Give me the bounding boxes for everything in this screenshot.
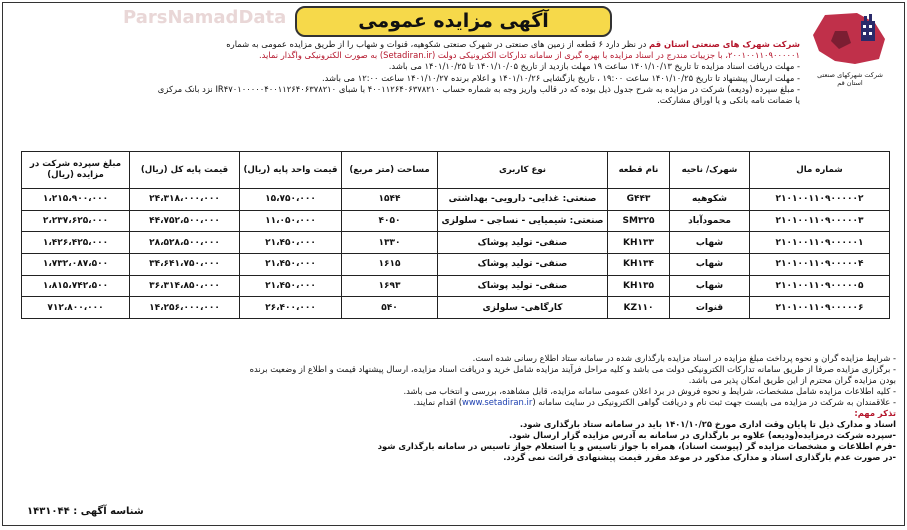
cell-asset-number: ۲۱۰۱۰۰۱۱۰۹۰۰۰۰۰۵	[750, 275, 890, 297]
cell-town: محمودآباد	[670, 210, 750, 232]
cell-asset-number: ۲۱۰۱۰۰۱۱۰۹۰۰۰۰۰۱	[750, 232, 890, 254]
logo-caption-1: شرکت شهرکهای صنعتی	[817, 71, 883, 79]
auction-table	[21, 151, 890, 319]
cell-asset-number: ۲۱۰۱۰۰۱۱۰۹۰۰۰۰۰۳	[750, 210, 890, 232]
cell-town: قنوات	[670, 297, 750, 319]
cell-area: ۵۴۰	[342, 297, 438, 319]
col-header-plot-name: نام قطعه	[608, 152, 670, 189]
cell-total-price: ۲۴،۳۱۸،۰۰۰،۰۰۰	[130, 189, 240, 211]
condition-line-1: - شرایط مزایده گران و نحوه پرداخت مبلغ مزایده در اسناد مزایده بارگذاری شده در سامانه ستاد اطلاع رسانی شده است.	[472, 353, 896, 363]
cell-deposit: ۲،۲۳۷،۶۲۵،۰۰۰	[22, 210, 130, 232]
cell-area: ۱۵۴۴	[342, 189, 438, 211]
table-row	[22, 297, 890, 319]
cell-usage: کارگاهی- سلولزی	[438, 297, 608, 319]
condition-line-3: بودن مزایده گران محترم از این طریق امکان پذیر می باشد.	[688, 375, 896, 385]
cell-unit-price: ۲۱،۴۵۰،۰۰۰	[240, 254, 342, 276]
intro-line-2: ۲۰۰۱۰۰۱۱۰۹۰۰۰۰۰۱، با جزییات مندرج در اسناد مزایده با بهره گیری از سامانه تدارکات الکترونیکی دولت (Setadiran.ir) به صورت الکترونیکی واگذار نماید.	[258, 50, 800, 61]
cell-usage: صنفی- تولید پوشاک	[438, 254, 608, 276]
cell-plot: KH۱۳۵	[608, 275, 670, 297]
cell-area: ۴۰۵۰	[342, 210, 438, 232]
cell-total-price: ۳۴،۶۴۱،۷۵۰،۰۰۰	[130, 254, 240, 276]
note-line-3: -فرم اطلاعات و مشخصات مزایده گر (پیوست اسناد)، همراه با جواز تاسیس و یا استعلام جواز تاسیس در سامانه بارگذاری شود	[377, 441, 896, 451]
cell-town: شهاب	[670, 275, 750, 297]
cell-plot: SM۳۲۵	[608, 210, 670, 232]
notice-id	[27, 506, 144, 517]
cell-unit-price: ۲۶،۴۰۰،۰۰۰	[240, 297, 342, 319]
cell-deposit: ۱،۴۲۶،۴۲۵،۰۰۰	[22, 232, 130, 254]
cell-asset-number: ۲۱۰۱۰۰۱۱۰۹۰۰۰۰۰۴	[750, 254, 890, 276]
cell-area: ۱۳۳۰	[342, 232, 438, 254]
intro-line-4: - مهلت ارسال پیشنهاد تا تاریخ ۱۴۰۱/۱۰/۲۵ ساعت ۱۹:۰۰ ، تاریخ بازگشایی ۱۴۰۱/۱۰/۲۶ و اعلام برنده ۱۴۰۱/۱۰/۲۷ ساعت ۱۲:۰۰ می باشد.	[321, 72, 800, 83]
col-header-deposit: مبلغ سپرده شرکت در مزایده (ریال)	[22, 152, 130, 189]
table-row	[22, 275, 890, 297]
auction-notice	[2, 2, 905, 526]
cell-deposit: ۱،۷۳۲،۰۸۷،۵۰۰	[22, 254, 130, 276]
intro-line-1: شرکت شهرک های صنعتی استان قم در نظر دارد ۶ قطعه از زمین های صنعتی در شهرک صنعتی شکوهیه، قنوات و شهاب را از طریق مزایده عمومی به شماره	[226, 39, 800, 49]
cell-town: شکوهیه	[670, 189, 750, 211]
iran-map-logo-icon	[805, 9, 895, 67]
cell-usage: صنعتی: شیمیایی - نساجی - سلولزی	[438, 210, 608, 232]
note-line-2: -سپرده شرکت درمزایده(ودیعه) علاوه بر بارگذاری در سامانه به آدرس مزایده گزار ارسال شود.	[509, 430, 896, 440]
cell-deposit: ۱،۸۱۵،۷۴۲،۵۰۰	[22, 275, 130, 297]
cell-unit-price: ۱۵،۷۵۰،۰۰۰	[240, 189, 342, 211]
cell-usage: صنفی- تولید پوشاک	[438, 275, 608, 297]
cell-usage: صنعتی: غذایی- دارویی- بهداشتی	[438, 189, 608, 211]
company-name: شرکت شهرک های صنعتی استان قم	[649, 39, 800, 49]
cell-area: ۱۶۹۳	[342, 275, 438, 297]
intro-line-3: - مهلت دریافت اسناد مزایده تا تاریخ ۱۴۰۱/۱۰/۱۳ ساعت ۱۹ مهلت بازدید از تاریخ ۱۴۰۱/۱۰/۰۵ تا ۱۴۰۱/۱۰/۲۵ می باشد.	[388, 61, 800, 72]
table-header-row	[22, 152, 890, 189]
table-row	[22, 232, 890, 254]
cell-plot: KZ۱۱۰	[608, 297, 670, 319]
cell-total-price: ۱۴،۲۵۶،۰۰۰،۰۰۰	[130, 297, 240, 319]
cell-deposit: ۷۱۲،۸۰۰،۰۰۰	[22, 297, 130, 319]
cell-unit-price: ۱۱،۰۵۰،۰۰۰	[240, 210, 342, 232]
condition-line-2: - برگزاری مزایده صرفا از طریق سامانه تدارکات الکترونیکی دولت می باشد و کلیه مراحل فرآیند مزایده شامل خرید و دریافت اسناد مزایده، ارسال پیشنهاد قیمت و اطلاع از وضعیت برنده	[249, 364, 896, 374]
page-title: آگهی مزایده عمومی	[295, 6, 612, 37]
cell-asset-number: ۲۱۰۱۰۰۱۱۰۹۰۰۰۰۰۶	[750, 297, 890, 319]
notice-id-label: شناسه آگهی :	[73, 506, 144, 517]
company-logo	[802, 9, 898, 87]
intro-line-6: یا ضمانت نامه بانکی و یا اوراق مشارکت.	[657, 95, 800, 106]
col-header-usage: نوع کاربری	[438, 152, 608, 189]
col-header-unit-price: قیمت واحد پایه (ریال)	[240, 152, 342, 189]
cell-plot: G۴۴۳	[608, 189, 670, 211]
cell-town: شهاب	[670, 254, 750, 276]
setadiran-link[interactable]: www.setadiran.ir	[461, 397, 533, 407]
cell-total-price: ۴۴،۷۵۲،۵۰۰،۰۰۰	[130, 210, 240, 232]
note-line-1: اسناد و مدارک ذیل تا پایان وقت اداری مورخ ۱۴۰۱/۱۰/۲۵ باید در سامانه ستاد بارگذاری شود.	[519, 419, 896, 429]
cell-plot: KH۱۳۳	[608, 232, 670, 254]
col-header-town: شهرک/ ناحیه	[670, 152, 750, 189]
cell-deposit: ۱،۲۱۵،۹۰۰،۰۰۰	[22, 189, 130, 211]
condition-line-4: - کلیه اطلاعات مزایده شامل مشخصات، شرایط و نحوه فروش در برد اعلان عمومی سامانه مزایده، قابل مشاهده، بررسی و انتخاب می باشد.	[403, 386, 896, 396]
intro-line-5: - مبلغ سپرده (ودیعه) شرکت در مزایده به شرح جدول ذیل بوده که در قالب واریز وجه به شماره حساب ۴۰۰۱۱۲۶۴۰۶۳۷۸۲۱۰ با شبای IR۴۷۰۱۰۰۰۰۰۴۰۰۱۱۲۶۴۰۶۳۷۸۲۱۰ نزد بانک مرکزی	[157, 83, 800, 94]
col-header-total-price: قیمت پایه کل (ریال)	[130, 152, 240, 189]
cell-total-price: ۲۸،۵۲۸،۵۰۰،۰۰۰	[130, 232, 240, 254]
cell-plot: KH۱۳۴	[608, 254, 670, 276]
logo-caption-2: استان قم	[837, 79, 863, 87]
table-row	[22, 210, 890, 232]
col-header-asset-number: شماره مال	[750, 152, 890, 189]
intro-text	[11, 39, 800, 106]
cell-usage: صنفی- تولید پوشاک	[438, 232, 608, 254]
cell-unit-price: ۲۱،۴۵۰،۰۰۰	[240, 232, 342, 254]
cell-asset-number: ۲۱۰۱۰۰۱۱۰۹۰۰۰۰۰۲	[750, 189, 890, 211]
important-label: تذکر مهم:	[854, 408, 896, 418]
watermark: ParsNamadData	[123, 7, 287, 28]
cell-area: ۱۶۱۵	[342, 254, 438, 276]
note-line-4: -در صورت عدم بارگذاری اسناد و مدارک مذکور در موعد مقرر قیمت پیشنهادی قرائت نمی گردد.	[503, 452, 896, 462]
condition-line-5: - علاقمندان به شرکت در مزایده می بایست جهت ثبت نام و دریافت گواهی الکترونیکی در سایت سامانه (www.setadiran.ir) اقدام نمایند.	[413, 397, 896, 407]
cell-unit-price: ۲۱،۴۵۰،۰۰۰	[240, 275, 342, 297]
col-header-area: مساحت (متر مربع)	[342, 152, 438, 189]
table-row	[22, 254, 890, 276]
notice-id-value: ۱۴۳۱۰۴۴	[27, 506, 70, 517]
cell-total-price: ۳۶،۳۱۴،۸۵۰،۰۰۰	[130, 275, 240, 297]
cell-town: شهاب	[670, 232, 750, 254]
table-row	[22, 189, 890, 211]
conditions-text	[11, 353, 896, 463]
